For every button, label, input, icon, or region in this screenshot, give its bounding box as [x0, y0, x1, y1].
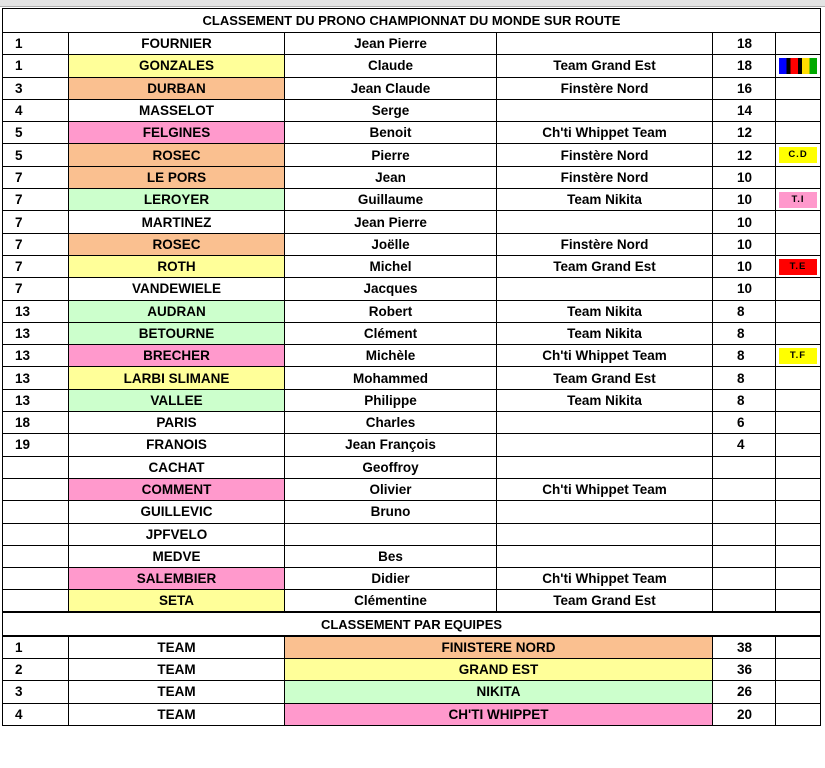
last-name-cell[interactable]: ROSEC: [69, 233, 285, 255]
team-empty-cell[interactable]: [776, 703, 821, 725]
team-empty-cell[interactable]: [776, 659, 821, 681]
points-cell[interactable]: [713, 545, 776, 567]
world-champion-stripes-icon: [779, 58, 817, 74]
last-name-cell[interactable]: LEROYER: [69, 189, 285, 211]
points-cell[interactable]: 16: [713, 77, 776, 99]
table-row: [3, 144, 821, 166]
first-name-cell[interactable]: Geoffroy: [285, 456, 497, 478]
table-row: [3, 166, 821, 188]
points-cell[interactable]: 18: [713, 33, 776, 55]
table-row: [3, 345, 821, 367]
team-cell[interactable]: [497, 523, 713, 545]
team-row: [3, 703, 821, 725]
team-cell[interactable]: [497, 33, 713, 55]
team-label-cell[interactable]: TEAM: [69, 659, 285, 681]
points-cell[interactable]: 8: [713, 322, 776, 344]
first-name-cell[interactable]: Jean François: [285, 434, 497, 456]
table-row: [3, 322, 821, 344]
rank-cell[interactable]: 3: [3, 77, 69, 99]
team-cell[interactable]: Finstère Nord: [497, 77, 713, 99]
table-row: [3, 55, 821, 77]
last-name-cell[interactable]: SALEMBIER: [69, 568, 285, 590]
points-cell[interactable]: 10: [713, 189, 776, 211]
table-row: [3, 456, 821, 478]
spreadsheet-column-header-strip: [0, 0, 825, 7]
spreadsheet-sheet: [2, 8, 822, 766]
last-name-cell[interactable]: BRECHER: [69, 345, 285, 367]
rank-cell[interactable]: 13: [3, 389, 69, 411]
table-row: [3, 389, 821, 411]
jersey-indicator-cell[interactable]: [776, 590, 821, 612]
rank-cell[interactable]: 7: [3, 255, 69, 277]
team-cell[interactable]: [497, 278, 713, 300]
rank-cell[interactable]: 18: [3, 412, 69, 434]
points-cell[interactable]: 14: [713, 99, 776, 121]
title-row: [3, 9, 821, 33]
points-cell[interactable]: 10: [713, 233, 776, 255]
first-name-cell[interactable]: Bes: [285, 545, 497, 567]
jersey-indicator-cell[interactable]: [776, 122, 821, 144]
rank-cell[interactable]: 5: [3, 122, 69, 144]
jersey-indicator-cell[interactable]: [776, 322, 821, 344]
table-row: [3, 300, 821, 322]
team-cell[interactable]: [497, 545, 713, 567]
ranking-table: [2, 8, 821, 726]
points-cell[interactable]: [713, 590, 776, 612]
table-row: [3, 545, 821, 567]
team-cell[interactable]: Finstère Nord: [497, 166, 713, 188]
table-row: [3, 189, 821, 211]
first-name-cell[interactable]: Joëlle: [285, 233, 497, 255]
team-points-cell[interactable]: 36: [713, 659, 776, 681]
jersey-indicator-cell[interactable]: [776, 501, 821, 523]
rank-cell[interactable]: 7: [3, 278, 69, 300]
rank-cell[interactable]: 7: [3, 211, 69, 233]
last-name-cell[interactable]: PARIS: [69, 412, 285, 434]
first-name-cell[interactable]: Michèle: [285, 345, 497, 367]
page-title: CLASSEMENT DU PRONO CHAMPIONNAT DU MONDE SUR ROUTE: [3, 9, 821, 33]
team-ranking-body: [3, 612, 821, 725]
team-empty-cell[interactable]: [776, 636, 821, 658]
table-row: [3, 99, 821, 121]
jersey-indicator-cell[interactable]: [776, 412, 821, 434]
last-name-cell[interactable]: CACHAT: [69, 456, 285, 478]
points-cell[interactable]: 12: [713, 122, 776, 144]
team-name-cell[interactable]: CH'TI WHIPPET: [285, 703, 713, 725]
rank-cell[interactable]: 7: [3, 233, 69, 255]
rank-cell[interactable]: 19: [3, 434, 69, 456]
rank-cell[interactable]: 5: [3, 144, 69, 166]
rank-cell[interactable]: 7: [3, 166, 69, 188]
table-row: [3, 278, 821, 300]
first-name-cell[interactable]: Clément: [285, 322, 497, 344]
rank-cell[interactable]: 7: [3, 189, 69, 211]
team-name-cell[interactable]: GRAND EST: [285, 659, 713, 681]
jersey-indicator-cell[interactable]: [776, 189, 821, 211]
team-label-cell[interactable]: TEAM: [69, 703, 285, 725]
points-cell[interactable]: 4: [713, 434, 776, 456]
team-cell[interactable]: Team Grand Est: [497, 590, 713, 612]
last-name-cell[interactable]: FELGINES: [69, 122, 285, 144]
first-name-cell[interactable]: Jacques: [285, 278, 497, 300]
points-cell[interactable]: 10: [713, 166, 776, 188]
team-points-cell[interactable]: 26: [713, 681, 776, 703]
team-cell[interactable]: [497, 412, 713, 434]
team-cell[interactable]: [497, 501, 713, 523]
jersey-indicator-cell[interactable]: [776, 144, 821, 166]
team-row: [3, 636, 821, 658]
jersey-indicator-cell[interactable]: [776, 478, 821, 500]
last-name-cell[interactable]: GONZALES: [69, 55, 285, 77]
last-name-cell[interactable]: JPFVELO: [69, 523, 285, 545]
rank-cell[interactable]: [3, 456, 69, 478]
rank-cell[interactable]: 13: [3, 345, 69, 367]
first-name-cell[interactable]: Robert: [285, 300, 497, 322]
last-name-cell[interactable]: GUILLEVIC: [69, 501, 285, 523]
jersey-indicator-cell[interactable]: [776, 233, 821, 255]
team-cell[interactable]: Ch'ti Whippet Team: [497, 122, 713, 144]
jersey-indicator-cell[interactable]: [776, 211, 821, 233]
table-row: [3, 367, 821, 389]
last-name-cell[interactable]: MARTINEZ: [69, 211, 285, 233]
rank-cell[interactable]: 4: [3, 99, 69, 121]
teams-title-row: [3, 612, 821, 636]
first-name-cell[interactable]: Jean Pierre: [285, 211, 497, 233]
jersey-indicator-cell[interactable]: [776, 456, 821, 478]
team-cell[interactable]: [497, 456, 713, 478]
team-cell[interactable]: Team Nikita: [497, 189, 713, 211]
rank-cell[interactable]: [3, 501, 69, 523]
rank-cell[interactable]: 13: [3, 367, 69, 389]
points-cell[interactable]: 8: [713, 345, 776, 367]
first-name-cell[interactable]: Philippe: [285, 389, 497, 411]
jersey-indicator-cell[interactable]: [776, 345, 821, 367]
points-cell[interactable]: 10: [713, 255, 776, 277]
jersey-indicator-cell[interactable]: [776, 166, 821, 188]
jersey-indicator-cell[interactable]: [776, 77, 821, 99]
rank-cell[interactable]: [3, 478, 69, 500]
rank-cell[interactable]: [3, 545, 69, 567]
points-cell[interactable]: [713, 523, 776, 545]
first-name-cell[interactable]: Guillaume: [285, 189, 497, 211]
team-cell[interactable]: Team Grand Est: [497, 255, 713, 277]
table-row: [3, 568, 821, 590]
points-cell[interactable]: 18: [713, 55, 776, 77]
last-name-cell[interactable]: LARBI SLIMANE: [69, 367, 285, 389]
first-name-cell[interactable]: Clémentine: [285, 590, 497, 612]
table-row: [3, 434, 821, 456]
last-name-cell[interactable]: MEDVE: [69, 545, 285, 567]
points-cell[interactable]: 12: [713, 144, 776, 166]
table-row: [3, 211, 821, 233]
team-label-cell[interactable]: TEAM: [69, 681, 285, 703]
team-cell[interactable]: Finstère Nord: [497, 233, 713, 255]
jersey-tag: T.E: [779, 259, 817, 275]
first-name-cell[interactable]: Pierre: [285, 144, 497, 166]
rank-cell[interactable]: [3, 523, 69, 545]
team-empty-cell[interactable]: [776, 681, 821, 703]
first-name-cell[interactable]: Bruno: [285, 501, 497, 523]
last-name-cell[interactable]: ROSEC: [69, 144, 285, 166]
first-name-cell[interactable]: Michel: [285, 255, 497, 277]
ranking-body: [3, 9, 821, 613]
first-name-cell[interactable]: Benoit: [285, 122, 497, 144]
team-cell[interactable]: [497, 99, 713, 121]
jersey-indicator-cell[interactable]: [776, 434, 821, 456]
first-name-cell[interactable]: Olivier: [285, 478, 497, 500]
table-row: [3, 523, 821, 545]
team-cell[interactable]: Team Grand Est: [497, 367, 713, 389]
first-name-cell[interactable]: Serge: [285, 99, 497, 121]
team-row: [3, 681, 821, 703]
team-label-cell[interactable]: TEAM: [69, 636, 285, 658]
first-name-cell[interactable]: Jean Claude: [285, 77, 497, 99]
table-row: [3, 478, 821, 500]
team-rank-cell[interactable]: 1: [3, 636, 69, 658]
jersey-indicator-cell[interactable]: [776, 99, 821, 121]
team-row: [3, 659, 821, 681]
first-name-cell[interactable]: Claude: [285, 55, 497, 77]
jersey-indicator-cell[interactable]: [776, 55, 821, 77]
table-row: [3, 77, 821, 99]
points-cell[interactable]: 10: [713, 278, 776, 300]
jersey-indicator-cell[interactable]: [776, 367, 821, 389]
jersey-indicator-cell[interactable]: [776, 255, 821, 277]
table-row: [3, 412, 821, 434]
last-name-cell[interactable]: BETOURNE: [69, 322, 285, 344]
team-cell[interactable]: Finstère Nord: [497, 144, 713, 166]
last-name-cell[interactable]: ROTH: [69, 255, 285, 277]
table-row: [3, 255, 821, 277]
jersey-tag: T.F: [779, 348, 817, 364]
team-points-cell[interactable]: 20: [713, 703, 776, 725]
team-cell[interactable]: [497, 211, 713, 233]
rank-cell[interactable]: 13: [3, 322, 69, 344]
points-cell[interactable]: 8: [713, 300, 776, 322]
points-cell[interactable]: 6: [713, 412, 776, 434]
team-rank-cell[interactable]: 2: [3, 659, 69, 681]
last-name-cell[interactable]: VALLEE: [69, 389, 285, 411]
table-row: [3, 501, 821, 523]
rank-cell[interactable]: 1: [3, 33, 69, 55]
first-name-cell[interactable]: [285, 523, 497, 545]
team-cell[interactable]: Ch'ti Whippet Team: [497, 568, 713, 590]
points-cell[interactable]: [713, 568, 776, 590]
first-name-cell[interactable]: Mohammed: [285, 367, 497, 389]
team-cell[interactable]: [497, 434, 713, 456]
rank-cell[interactable]: [3, 568, 69, 590]
table-row: [3, 233, 821, 255]
last-name-cell[interactable]: SETA: [69, 590, 285, 612]
team-rank-cell[interactable]: 3: [3, 681, 69, 703]
last-name-cell[interactable]: LE PORS: [69, 166, 285, 188]
team-name-cell[interactable]: FINISTERE NORD: [285, 636, 713, 658]
points-cell[interactable]: [713, 501, 776, 523]
table-row: [3, 33, 821, 55]
jersey-indicator-cell[interactable]: [776, 278, 821, 300]
last-name-cell[interactable]: COMMENT: [69, 478, 285, 500]
jersey-indicator-cell[interactable]: [776, 300, 821, 322]
team-cell[interactable]: Ch'ti Whippet Team: [497, 345, 713, 367]
jersey-indicator-cell[interactable]: [776, 33, 821, 55]
points-cell[interactable]: [713, 456, 776, 478]
table-row: [3, 590, 821, 612]
team-name-cell[interactable]: NIKITA: [285, 681, 713, 703]
team-cell[interactable]: Team Nikita: [497, 389, 713, 411]
jersey-indicator-cell[interactable]: [776, 545, 821, 567]
rank-cell[interactable]: [3, 590, 69, 612]
team-cell[interactable]: Team Grand Est: [497, 55, 713, 77]
jersey-tag: C.D: [779, 147, 817, 163]
rank-cell[interactable]: 1: [3, 55, 69, 77]
team-cell[interactable]: Team Nikita: [497, 322, 713, 344]
first-name-cell[interactable]: Jean Pierre: [285, 33, 497, 55]
points-cell[interactable]: 8: [713, 389, 776, 411]
team-cell[interactable]: Ch'ti Whippet Team: [497, 478, 713, 500]
last-name-cell[interactable]: FRANOIS: [69, 434, 285, 456]
jersey-tag: T.I: [779, 192, 817, 208]
team-points-cell[interactable]: 38: [713, 636, 776, 658]
points-cell[interactable]: 10: [713, 211, 776, 233]
teams-title: CLASSEMENT PAR EQUIPES: [3, 612, 821, 636]
last-name-cell[interactable]: VANDEWIELE: [69, 278, 285, 300]
team-rank-cell[interactable]: 4: [3, 703, 69, 725]
points-cell[interactable]: [713, 478, 776, 500]
jersey-indicator-cell[interactable]: [776, 568, 821, 590]
rank-cell[interactable]: 13: [3, 300, 69, 322]
last-name-cell[interactable]: MASSELOT: [69, 99, 285, 121]
last-name-cell[interactable]: FOURNIER: [69, 33, 285, 55]
points-cell[interactable]: 8: [713, 367, 776, 389]
first-name-cell[interactable]: Jean: [285, 166, 497, 188]
first-name-cell[interactable]: Didier: [285, 568, 497, 590]
jersey-indicator-cell[interactable]: [776, 523, 821, 545]
table-row: [3, 122, 821, 144]
team-cell[interactable]: Team Nikita: [497, 300, 713, 322]
last-name-cell[interactable]: DURBAN: [69, 77, 285, 99]
jersey-indicator-cell[interactable]: [776, 389, 821, 411]
first-name-cell[interactable]: Charles: [285, 412, 497, 434]
last-name-cell[interactable]: AUDRAN: [69, 300, 285, 322]
